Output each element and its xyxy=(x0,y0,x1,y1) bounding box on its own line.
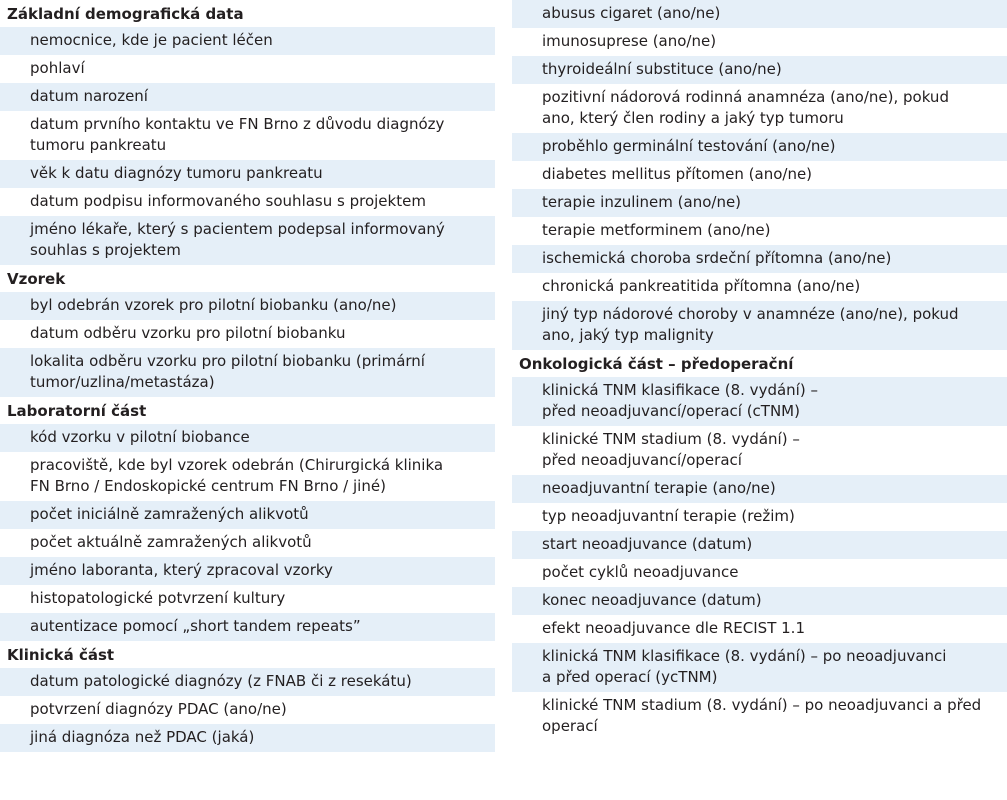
list-item-text: efekt neoadjuvance dle RECIST 1.1 xyxy=(542,619,805,637)
list-item-text: věk k datu diagnózy tumoru pankreatu xyxy=(30,164,323,182)
list-item-text: chronická pankreatitida přítomna (ano/ne) xyxy=(542,277,861,295)
list-item xyxy=(0,452,495,501)
list-item-text: start neoadjuvance (datum) xyxy=(542,535,753,553)
list-item xyxy=(512,245,1007,273)
list-item xyxy=(0,320,495,348)
list-item-text: a před operací (ycTNM) xyxy=(542,668,718,686)
list-item-text: ischemická choroba srdeční přítomna (ano/ne) xyxy=(542,249,892,267)
section-title: Základní demografická data xyxy=(7,5,244,23)
list-item-text: autentizace pomocí „short tandem repeats” xyxy=(30,617,361,635)
list-item xyxy=(0,188,495,216)
list-item-text: před neoadjuvancí/operací (cTNM) xyxy=(542,402,800,420)
section-title: Laboratorní část xyxy=(7,402,147,420)
list-item-text: ano, jaký typ malignity xyxy=(542,326,714,344)
list-item xyxy=(512,189,1007,217)
list-item-text: nemocnice, kde je pacient léčen xyxy=(30,31,273,49)
list-item-text: datum odběru vzorku pro pilotní biobanku xyxy=(30,324,346,342)
list-item xyxy=(0,424,495,452)
list-item-text: potvrzení diagnózy PDAC (ano/ne) xyxy=(30,700,287,718)
list-item-text: kód vzorku v pilotní biobance xyxy=(30,428,250,446)
list-item xyxy=(512,692,1007,741)
list-item-text: tumor/uzlina/metastáza) xyxy=(30,373,215,391)
section-title: Onkologická část – předoperační xyxy=(519,355,794,373)
list-item xyxy=(0,83,495,111)
list-item-text: abusus cigaret (ano/ne) xyxy=(542,4,721,22)
list-item-text: typ neoadjuvantní terapie (režim) xyxy=(542,507,795,525)
list-item-text: datum podpisu informovaného souhlasu s projektem xyxy=(30,192,426,210)
list-item xyxy=(0,613,495,641)
list-item-text: počet cyklů neoadjuvance xyxy=(542,563,739,581)
list-item-text: neoadjuvantní terapie (ano/ne) xyxy=(542,479,776,497)
list-item-text: konec neoadjuvance (datum) xyxy=(542,591,762,609)
list-item xyxy=(512,587,1007,615)
list-item xyxy=(0,585,495,613)
list-item xyxy=(0,160,495,188)
list-item-text: počet aktuálně zamražených alikvotů xyxy=(30,533,312,551)
list-item-text: FN Brno / Endoskopické centrum FN Brno / jiné) xyxy=(30,477,386,495)
list-item xyxy=(0,292,495,320)
list-item xyxy=(512,56,1007,84)
list-item xyxy=(512,475,1007,503)
list-item-text: diabetes mellitus přítomen (ano/ne) xyxy=(542,165,813,183)
list-item-text: klinické TNM stadium (8. vydání) – xyxy=(542,430,800,448)
list-item xyxy=(0,55,495,83)
left-column xyxy=(0,0,495,752)
list-item-text: klinická TNM klasifikace (8. vydání) – xyxy=(542,381,818,399)
list-item-text: datum prvního kontaktu ve FN Brno z důvodu diagnózy xyxy=(30,115,445,133)
list-item-text: histopatologické potvrzení kultury xyxy=(30,589,286,607)
list-item-text: terapie inzulinem (ano/ne) xyxy=(542,193,742,211)
list-item-text: proběhlo germinální testování (ano/ne) xyxy=(542,137,836,155)
right-column xyxy=(512,0,1007,741)
section-title: Vzorek xyxy=(7,270,66,288)
list-item xyxy=(512,615,1007,643)
list-item-text: thyroideální substituce (ano/ne) xyxy=(542,60,782,78)
list-item xyxy=(512,643,1007,692)
list-item xyxy=(512,377,1007,426)
list-item xyxy=(512,273,1007,301)
list-item-text: před neoadjuvancí/operací xyxy=(542,451,742,469)
list-item xyxy=(0,529,495,557)
list-item-text: souhlas s projektem xyxy=(30,241,181,259)
list-item-text: jiný typ nádorové choroby v anamnéze (ano/ne), pokud xyxy=(542,305,959,323)
list-item-text: klinické TNM stadium (8. vydání) – po neoadjuvanci a před xyxy=(542,696,982,714)
list-item-text: datum narození xyxy=(30,87,148,105)
list-item xyxy=(512,28,1007,56)
list-item-text: pracoviště, kde byl vzorek odebrán (Chirurgická klinika xyxy=(30,456,444,474)
list-item xyxy=(512,426,1007,475)
list-item xyxy=(0,27,495,55)
list-item-text: imunosuprese (ano/ne) xyxy=(542,32,717,50)
list-item xyxy=(512,559,1007,587)
list-item-text: jiná diagnóza než PDAC (jaká) xyxy=(30,728,255,746)
list-item-text: operací xyxy=(542,717,598,735)
list-item-text: lokalita odběru vzorku pro pilotní biobanku (primární xyxy=(30,352,425,370)
list-item-text: klinická TNM klasifikace (8. vydání) – po neoadjuvanci xyxy=(542,647,947,665)
list-item-text: ano, který člen rodiny a jaký typ tumoru xyxy=(542,109,844,127)
list-item xyxy=(0,557,495,585)
list-item xyxy=(512,531,1007,559)
list-item-text: byl odebrán vzorek pro pilotní biobanku (ano/ne) xyxy=(30,296,397,314)
list-item xyxy=(512,133,1007,161)
list-item xyxy=(512,161,1007,189)
list-item-text: datum patologické diagnózy (z FNAB či z resekátu) xyxy=(30,672,412,690)
list-item-text: jméno laboranta, který zpracoval vzorky xyxy=(30,561,333,579)
list-item xyxy=(0,668,495,696)
list-item xyxy=(0,501,495,529)
list-item xyxy=(512,0,1007,28)
list-item-text: terapie metforminem (ano/ne) xyxy=(542,221,771,239)
list-item-text: počet iniciálně zamražených alikvotů xyxy=(30,505,309,523)
list-item xyxy=(0,696,495,724)
list-item-text: pohlaví xyxy=(30,59,85,77)
list-item-text: jméno lékaře, který s pacientem podepsal informovaný xyxy=(30,220,445,238)
list-item xyxy=(512,503,1007,531)
list-item xyxy=(0,348,495,397)
list-item xyxy=(0,724,495,752)
list-item xyxy=(512,301,1007,350)
section-title: Klinická část xyxy=(7,646,115,664)
list-item-text: tumoru pankreatu xyxy=(30,136,167,154)
list-item xyxy=(512,217,1007,245)
list-item xyxy=(512,84,1007,133)
list-item-text: pozitivní nádorová rodinná anamnéza (ano/ne), pokud xyxy=(542,88,949,106)
list-item xyxy=(0,216,495,265)
list-item xyxy=(0,111,495,160)
